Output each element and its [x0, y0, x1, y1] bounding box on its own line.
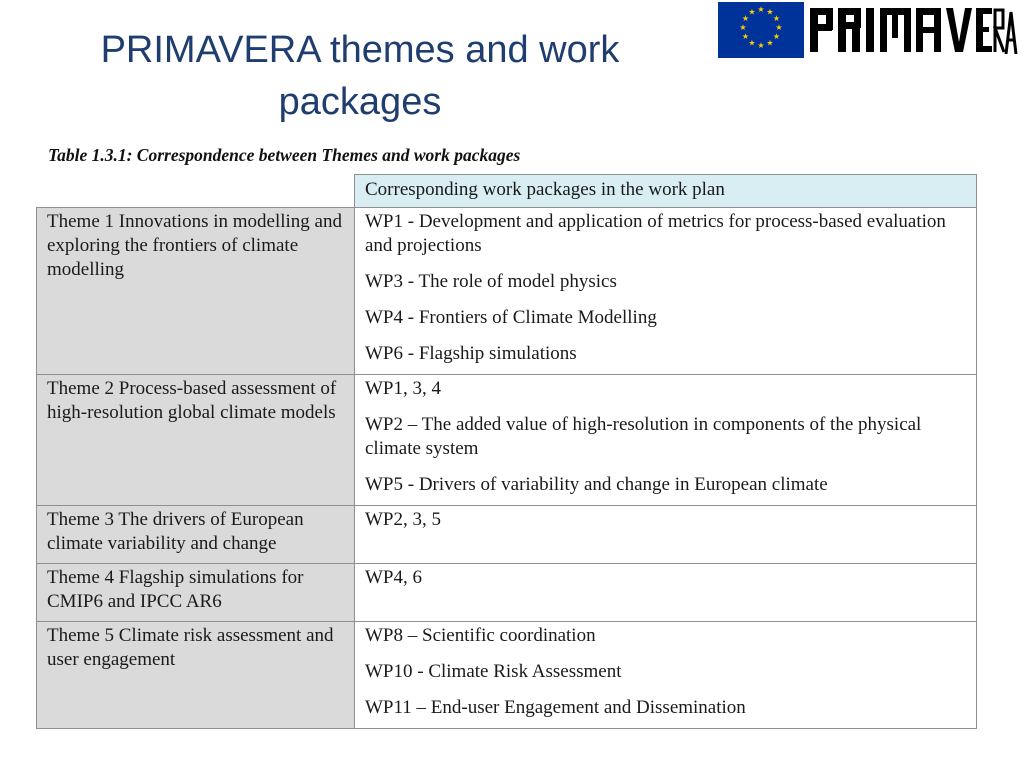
themes-work-packages-table [36, 174, 977, 729]
slide-title-line-2: packages [278, 81, 442, 123]
work-packages-cell [355, 564, 977, 622]
svg-text:★: ★ [772, 14, 781, 23]
work-package-item: WP8 – Scientific coordination [365, 625, 596, 646]
svg-text:★: ★ [741, 32, 750, 41]
svg-text:★: ★ [748, 38, 756, 48]
svg-text:★: ★ [741, 14, 750, 23]
table-caption: Table 1.3.1: Correspondence between Themes and work packages [48, 145, 521, 165]
work-package-item: WP10 - Climate Risk Assessment [365, 661, 622, 682]
eu-flag-icon [718, 2, 804, 58]
work-packages-cell [355, 506, 977, 564]
table-row [37, 375, 977, 506]
svg-text:★: ★ [772, 32, 781, 41]
work-package-item: WP1, 3, 4 [365, 378, 441, 399]
work-package-item: WP1 - Development and application of metrics for process-based evaluation and projections [365, 211, 946, 256]
work-packages-cell [355, 208, 977, 375]
work-packages-cell [355, 622, 977, 729]
work-package-item: WP5 - Drivers of variability and change in European climate [365, 474, 828, 495]
svg-text:★: ★ [775, 23, 783, 32]
theme-cell: Theme 2 Process-based assessment of high-resolution global climate models [37, 375, 355, 506]
work-package-item: WP2 – The added value of high-resolution in components of the physical climate system [365, 414, 922, 459]
table-header-blank-cell [37, 175, 355, 208]
theme-cell: Theme 5 Climate risk assessment and user engagement [37, 622, 355, 729]
svg-text:★: ★ [739, 23, 747, 32]
svg-text:★: ★ [748, 7, 756, 17]
table-row [37, 506, 977, 564]
work-package-item: WP4 - Frontiers of Climate Modelling [365, 307, 657, 328]
slide-title [20, 24, 700, 128]
svg-text:★: ★ [766, 7, 774, 17]
svg-text:★: ★ [766, 38, 774, 48]
svg-text:★: ★ [757, 41, 765, 50]
table-header-row [37, 175, 977, 208]
work-package-item: WP2, 3, 5 [365, 509, 441, 530]
work-package-item: WP4, 6 [365, 567, 422, 588]
work-package-item: WP3 - The role of model physics [365, 271, 617, 292]
table-row [37, 208, 977, 375]
theme-cell: Theme 4 Flagship simulations for CMIP6 and IPCC AR6 [37, 564, 355, 622]
column-header-work-packages: Corresponding work packages in the work plan [355, 175, 977, 208]
table-row [37, 564, 977, 622]
table-row [37, 622, 977, 729]
theme-cell: Theme 1 Innovations in modelling and exploring the frontiers of climate modelling [37, 208, 355, 375]
primavera-wordmark [808, 2, 1018, 62]
work-packages-cell [355, 375, 977, 506]
slide-title-line-1: PRIMAVERA themes and work [100, 29, 620, 71]
theme-cell: Theme 3 The drivers of European climate variability and change [37, 506, 355, 564]
svg-text:★: ★ [757, 5, 765, 14]
work-package-item: WP6 - Flagship simulations [365, 343, 577, 364]
work-package-item: WP11 – End-user Engagement and Dissemination [365, 697, 746, 718]
primavera-logo [718, 2, 1018, 64]
